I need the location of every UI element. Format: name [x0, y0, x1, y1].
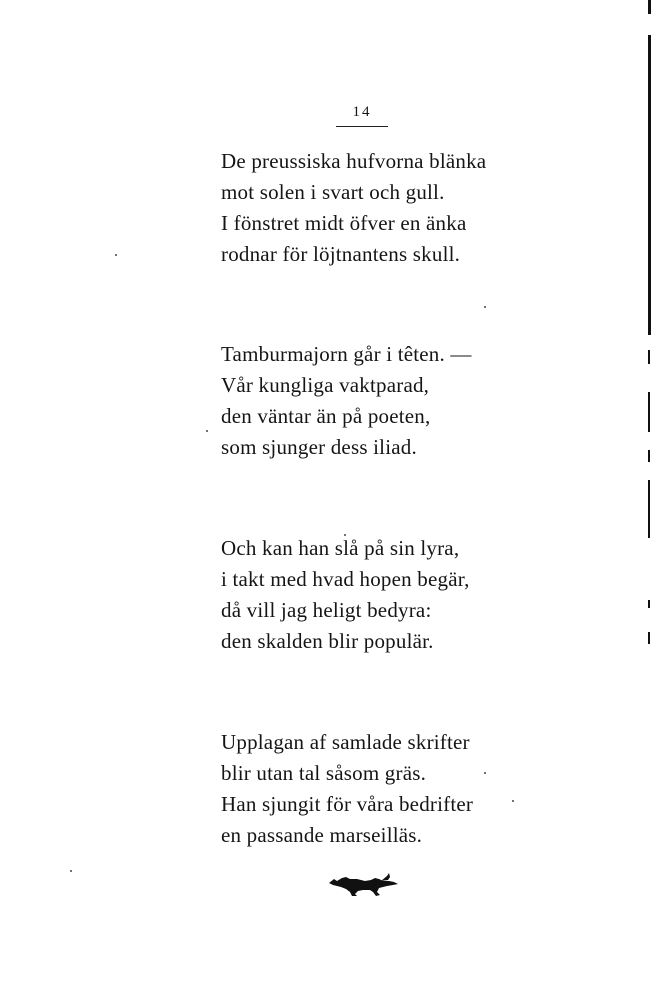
stanza-3	[221, 533, 470, 657]
verse-line: som sjunger dess iliad.	[221, 435, 417, 459]
verse-line: rodnar för löjtnantens skull.	[221, 242, 461, 266]
scan-edge-mark	[648, 450, 650, 462]
verse-line: i takt med hvad hopen begär,	[221, 567, 470, 591]
scan-edge-mark	[648, 632, 650, 644]
stanza-1	[221, 146, 486, 270]
paper-speck	[115, 254, 117, 256]
scan-edge-mark	[648, 392, 650, 432]
verse-line: Upplagan af samlade skrifter	[221, 730, 470, 754]
verse-line: mot solen i svart och gull.	[221, 180, 445, 204]
verse-line: Och kan han slå på sin lyra,	[221, 536, 460, 560]
verse-line: den skalden blir populär.	[221, 629, 434, 653]
scan-edge-mark	[648, 0, 651, 14]
paper-speck	[70, 870, 72, 872]
stanza-2	[221, 339, 472, 463]
verse-line: den väntar än på poeten,	[221, 404, 431, 428]
verse-line: De preussiska hufvorna blänka	[221, 149, 487, 173]
verse-line: I fönstret midt öfver en änka	[221, 211, 467, 235]
scan-edge-mark	[648, 35, 651, 335]
paper-speck	[484, 306, 486, 308]
scan-edge-mark	[648, 600, 650, 608]
scan-edge-mark	[648, 480, 650, 510]
scan-edge-mark	[648, 510, 650, 538]
paper-speck	[344, 534, 346, 536]
verse-line: Vår kungliga vaktparad,	[221, 373, 430, 397]
fox-icon	[327, 870, 399, 898]
scan-edge-mark	[648, 350, 650, 364]
verse-line: då vill jag heligt bedyra:	[221, 598, 432, 622]
paper-speck	[512, 800, 514, 802]
page-number: 14	[352, 104, 372, 120]
verse-line: blir utan tal såsom gräs.	[221, 761, 427, 785]
verse-line: Han sjungit för våra bedrifter	[221, 792, 474, 816]
paper-speck	[206, 430, 208, 432]
verse-line: en passande marseilläs.	[221, 823, 423, 847]
verse-line: Tamburmajorn går i têten. —	[221, 342, 472, 366]
page-number-rule	[336, 126, 388, 127]
paper-speck	[484, 772, 486, 774]
stanza-4	[221, 727, 473, 851]
